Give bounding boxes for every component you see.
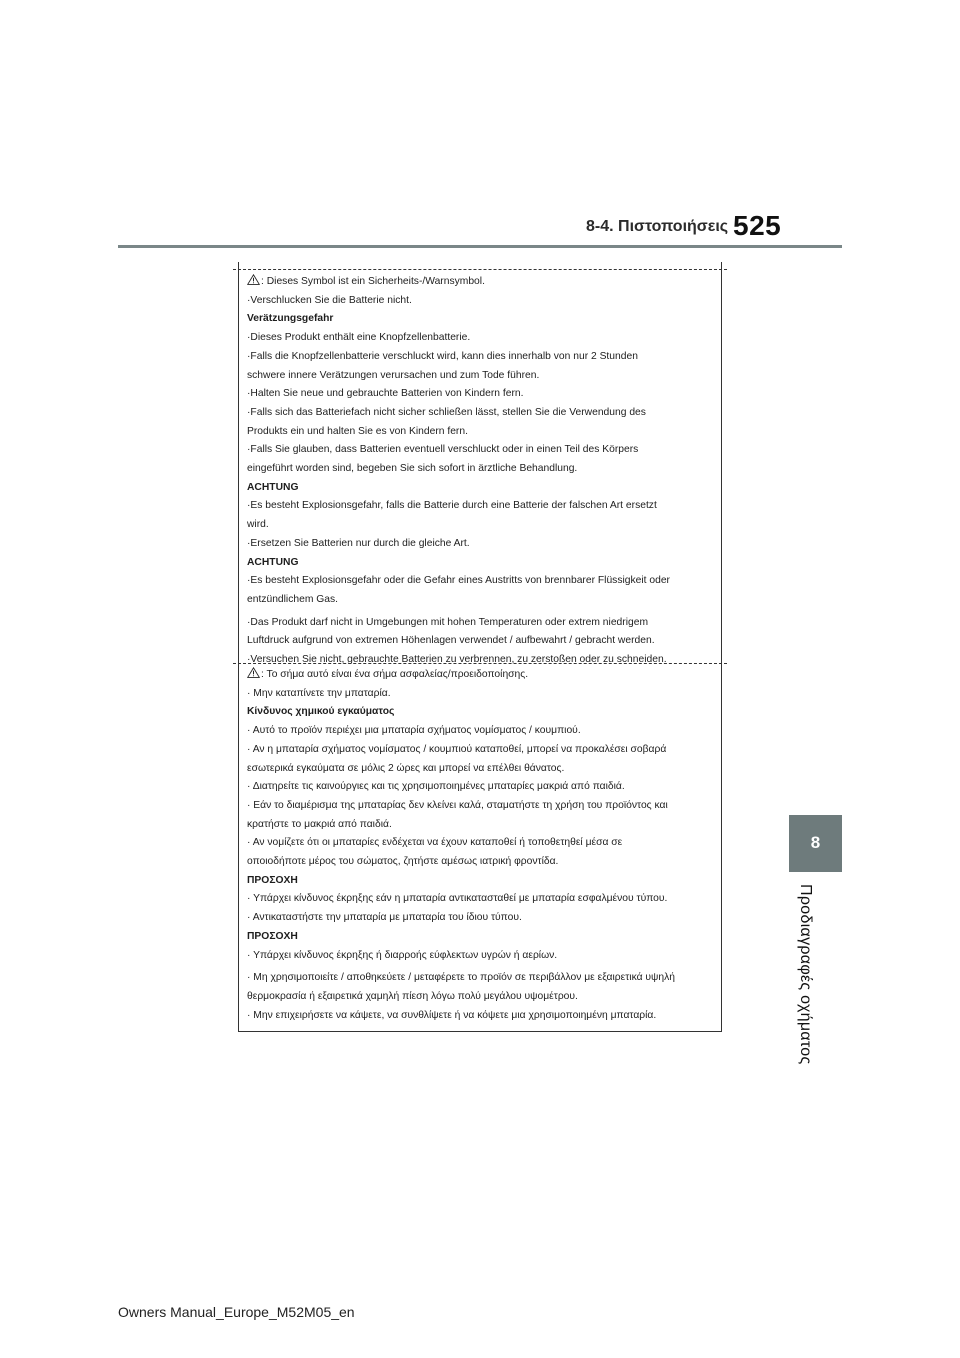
notice-line-text: · Αυτό το προϊόν περιέχει μια μπαταρία σχήματος νομίσματος / κουμπιού. [247,725,581,737]
notice-line [247,890,711,909]
notice-line-text: · Αν νομίζετε ότι οι μπαταρίες ενδέχεται να έχουν καταποθεί ή τοποθετηθεί μέσα σε [247,837,623,849]
page-number: 525 [733,210,782,241]
crop-mark-right [721,262,722,276]
notice-line-text: · Μη χρησιμοποιείτε / αποθηκεύετε / μεταφέρετε το προϊόν σε περιβάλλον με εξαιρετικά υψηλή [247,972,675,984]
notice-line [247,348,711,367]
notice-line [247,632,711,651]
notice-line [247,591,711,610]
notice-line [247,909,711,928]
notice-line-text: κρατήστε το μακριά από παιδιά. [247,818,392,830]
notice-line [247,329,711,348]
notice-line-text: ·Verschlucken Sie die Batterie nicht. [247,294,412,306]
notice-line-text: · Υπάρχει κίνδυνος έκρηξης ή διαρροής εύφλεκτων υγρών ή αερίων. [247,949,558,961]
notice-line-text: · Μην καταπίνετε την μπαταρία. [247,687,391,699]
middle-dashed-rule [233,663,727,664]
notice-line-text: ·Dieses Produkt enthält eine Knopfzellenbatterie. [247,332,471,344]
notice-line-text: Verätzungsgefahr [247,313,334,325]
notice-line [247,988,711,1007]
notice-line-text: · Υπάρχει κίνδυνος έκρηξης εάν η μπαταρία αντικατασταθεί με μπαταρία εσφαλμένου τύπου. [247,893,668,905]
side-chapter-label: Προδιαγραφές οχήματος [797,884,814,1065]
notice-line-text: wird. [247,519,269,531]
notice-line [247,928,711,947]
scanned-certificate-notice [238,266,722,1032]
notice-line [247,741,711,760]
notice-line [247,666,711,685]
notice-line-text: ·Falls sich das Batteriefach nicht sicher schließen lässt, stellen Sie die Verwendung des [247,406,646,418]
notice-line-text: οποιοδήποτε μέρος του σώματος, ζητήστε αμέσως ιατρική φροντίδα. [247,856,559,868]
notice-line [247,797,711,816]
notice-line [247,834,711,853]
notice-line [247,572,711,591]
notice-line-text: · Μην επιχειρήσετε να κάψετε, να συνθλίψετε ή να κόψετε μια χρησιμοποιημένη μπαταρία. [247,1009,657,1021]
notice-line-text: ACHTUNG [247,481,299,493]
notice-line-text: Luftdruck aufgrund von extremen Höhenlagen verwendet / aufbewahrt / gebracht werden. [247,635,655,647]
notice-line-text: ·Falls Sie glauben, dass Batterien eventuell verschluckt oder in einen Teil des Körpers [247,444,639,456]
notice-line-text: ·Falls die Knopfzellenbatterie verschluckt wird, kann dies innerhalb von nur 2 Stunden [247,350,638,362]
warning-triangle-icon [247,667,260,678]
header-section-title: 8-4. Πιστοποιήσεις [586,218,729,235]
notice-line [247,969,711,988]
notice-line-text: : Dieses Symbol ist ein Sicherheits-/Warnsymbol. [261,276,485,287]
notice-line [247,554,711,573]
notice-line [247,404,711,423]
notice-line [247,722,711,741]
notice-line-text: ·Das Produkt darf nicht in Umgebungen mit hohen Temperaturen oder extrem niedrigem [247,616,649,628]
notice-line-text: · Αντικαταστήστε την μπαταρία με μπαταρία του ίδιου τύπου. [247,912,522,924]
notice-line-text: ·Halten Sie neue und gebrauchte Batterien von Kindern fern. [247,388,524,400]
notice-line [247,947,711,966]
notice-line [247,760,711,779]
notice-line [247,614,711,633]
notice-line-text: ·Ersetzen Sie Batterien nur durch die gleiche Art. [247,537,470,549]
notice-line [247,872,711,891]
notice-line [247,778,711,797]
notice-line [247,441,711,460]
notice-line [247,460,711,479]
notice-line-text: ·Versuchen Sie nicht, gebrauchte Batterien zu verbrennen, zu zerstoßen oder zu schneiden. [247,654,667,666]
german-notice-block [247,273,711,670]
notice-line-text: entzündlichem Gas. [247,593,339,605]
notice-line-text: ·Es besteht Explosionsgefahr, falls die Batterie durch eine Batterie der falschen Art ersetzt [247,500,657,512]
notice-line [247,273,711,292]
notice-line [247,292,711,311]
notice-line-text: ·Es besteht Explosionsgefahr oder die Gefahr eines Austritts von brennbarer Flüssigkeit oder [247,575,670,587]
notice-line [247,535,711,554]
notice-line-text: ΠΡΟΣΟΧΗ [247,874,298,886]
notice-line-text: ΠΡΟΣΟΧΗ [247,930,298,942]
notice-line-text: : Το σήμα αυτό είναι ένα σήμα ασφαλείας/προειδοποίησης. [261,669,529,680]
top-dashed-rule [233,269,727,270]
notice-line-text: schwere innere Verätzungen verursachen und zum Tode führen. [247,369,540,381]
notice-line-text: εσωτερικά εγκαύματα σε μόλις 2 ώρες και μπορεί να επέλθει θάνατος. [247,762,565,774]
notice-line [247,816,711,835]
notice-line [247,703,711,722]
notice-line-text: · Εάν το διαμέρισμα της μπαταρίας δεν κλείνει καλά, σταματήστε τη χρήση του προϊόντος και [247,799,668,811]
notice-line-text: · Διατηρείτε τις καινούργιες και τις χρησιμοποιημένες μπαταρίες μακριά από παιδιά. [247,781,625,793]
crop-mark-left [238,262,239,276]
warning-triangle-icon [247,274,260,285]
side-chapter-tab [789,815,842,872]
notice-line [247,367,711,386]
notice-line [247,685,711,704]
notice-line [247,385,711,404]
side-chapter-number: 8 [810,833,821,852]
notice-line [247,516,711,535]
notice-line-text: ACHTUNG [247,556,299,568]
greek-notice-block [247,666,711,1025]
notice-line-text: Κίνδυνος χημικού εγκαύματος [247,706,395,718]
notice-line-text: Produkts ein und halten Sie es von Kindern fern. [247,425,468,437]
notice-line-text: eingeführt worden sind, begeben Sie sich sofort in ärztliche Behandlung. [247,463,578,475]
footer-document-id: Owners Manual_Europe_M52M05_en [118,1304,355,1320]
notice-line [247,497,711,516]
notice-line [247,853,711,872]
notice-line-text: θερμοκρασία ή εξαιρετικά χαμηλή πίεση λόγω πολύ μεγάλου υψομέτρου. [247,990,578,1002]
notice-line [247,1007,711,1026]
notice-line [247,423,711,442]
notice-line [247,479,711,498]
notice-line [247,310,711,329]
header-rule [118,245,842,248]
notice-line-text: · Αν η μπαταρία σχήματος νομίσματος / κουμπιού καταποθεί, μπορεί να προκαλέσει σοβαρά [247,743,667,755]
